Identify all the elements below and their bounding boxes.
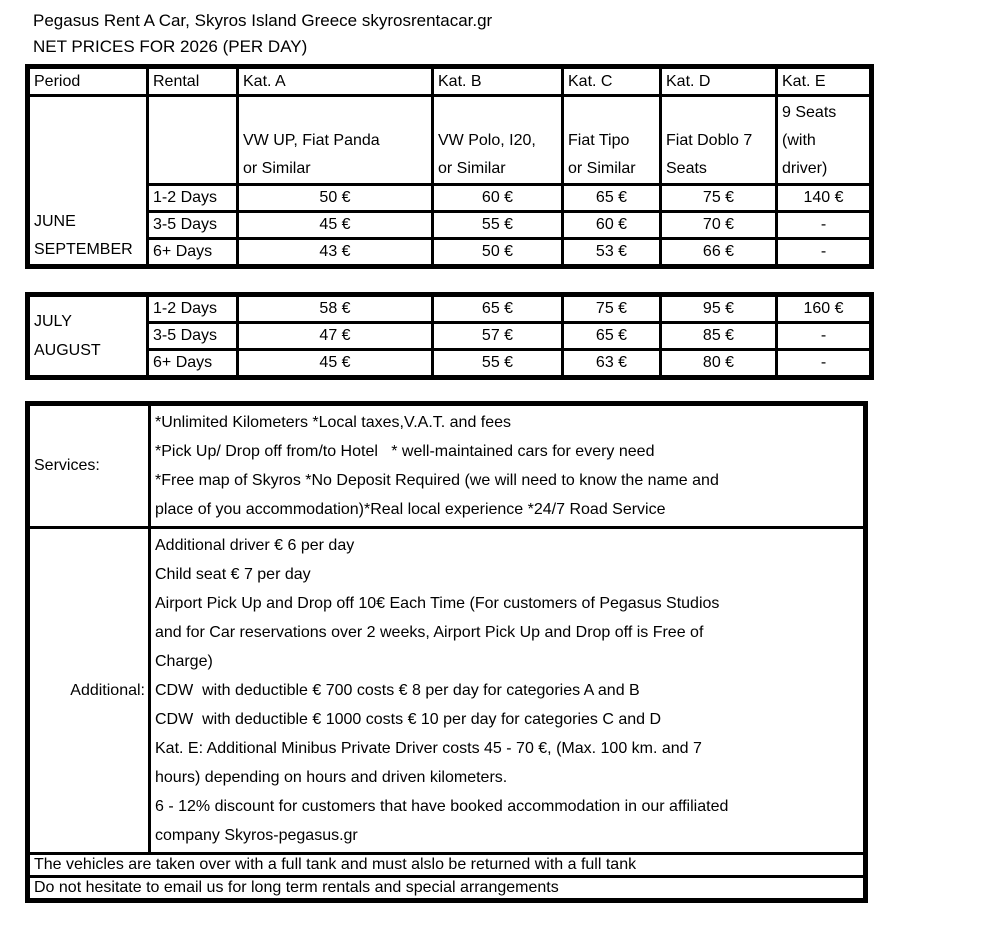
price-cell: - xyxy=(777,239,872,267)
season2-row-3-5-days xyxy=(28,323,872,350)
price-cell: 65 € xyxy=(433,295,563,323)
price-cell: 160 € xyxy=(777,295,872,323)
description-line: driver) xyxy=(782,160,828,177)
services-row xyxy=(28,404,866,528)
description-line: VW UP, Fiat Panda xyxy=(243,132,380,149)
kat-d-description xyxy=(661,96,777,185)
additional-label: Additional: xyxy=(28,528,150,854)
services-line: *Pick Up/ Drop off from/to Hotel * well-maintained cars for every need xyxy=(155,443,655,460)
rental-duration-cell: 6+ Days xyxy=(148,350,238,378)
description-line: VW Polo, I20, xyxy=(438,132,536,149)
season1-row-1-2-days xyxy=(28,185,872,212)
price-cell: 60 € xyxy=(433,185,563,212)
price-cell: - xyxy=(777,323,872,350)
price-list-subtitle: NET PRICES FOR 2026 (PER DAY) xyxy=(33,37,308,56)
season1-row-3-5-days xyxy=(28,212,872,239)
price-cell: 43 € xyxy=(238,239,433,267)
price-cell: 65 € xyxy=(563,185,661,212)
price-cell: 50 € xyxy=(238,185,433,212)
description-line: Fiat Tipo xyxy=(568,132,630,149)
price-cell: 75 € xyxy=(661,185,777,212)
price-cell: 75 € xyxy=(563,295,661,323)
price-cell: 60 € xyxy=(563,212,661,239)
price-cell: 80 € xyxy=(661,350,777,378)
additional-line: CDW with deductible € 700 costs € 8 per day for categories A and B xyxy=(155,682,640,699)
rental-duration-cell: 1-2 Days xyxy=(148,295,238,323)
price-cell: - xyxy=(777,350,872,378)
description-line: or Similar xyxy=(438,160,506,177)
col-header-period: Period xyxy=(28,67,148,96)
season1-header-row xyxy=(28,67,872,96)
price-cell: 66 € xyxy=(661,239,777,267)
services-line: *Free map of Skyros *No Deposit Required (we will need to know the name and xyxy=(155,472,719,489)
long-term-rental-note: Do not hesitate to email us for long term rentals and special arrangements xyxy=(28,877,866,901)
price-cell: 47 € xyxy=(238,323,433,350)
description-line: 9 Seats xyxy=(782,104,837,121)
services-line: place of you accommodation)*Real local experience *24/7 Road Service xyxy=(155,501,666,518)
period-line: JULY xyxy=(34,313,72,330)
description-line: or Similar xyxy=(568,160,636,177)
additional-line: Kat. E: Additional Minibus Private Driver costs 45 - 70 €, (Max. 100 km. and 7 xyxy=(155,740,702,757)
period-cell-july-august xyxy=(28,295,148,378)
description-line: or Similar xyxy=(243,160,311,177)
price-cell: 45 € xyxy=(238,212,433,239)
price-cell: 55 € xyxy=(433,212,563,239)
price-cell: 55 € xyxy=(433,350,563,378)
price-cell: 63 € xyxy=(563,350,661,378)
price-cell: 65 € xyxy=(563,323,661,350)
kat-c-description xyxy=(563,96,661,185)
season2-row-1-2-days xyxy=(28,295,872,323)
season1-description-row xyxy=(28,96,872,185)
col-header-kat-d: Kat. D xyxy=(661,67,777,96)
additional-row xyxy=(28,528,866,854)
col-header-kat-b: Kat. B xyxy=(433,67,563,96)
additional-line: Child seat € 7 per day xyxy=(155,566,311,583)
rental-duration-cell: 3-5 Days xyxy=(148,323,238,350)
price-cell: 85 € xyxy=(661,323,777,350)
services-text xyxy=(150,404,866,528)
price-cell: 140 € xyxy=(777,185,872,212)
season1-row-6plus-days xyxy=(28,239,872,267)
contact-note-row xyxy=(28,877,866,901)
col-header-kat-a: Kat. A xyxy=(238,67,433,96)
rental-duration-cell: 1-2 Days xyxy=(148,185,238,212)
services-line: *Unlimited Kilometers *Local taxes,V.A.T. and fees xyxy=(155,414,512,431)
season2-price-table xyxy=(25,292,874,380)
services-label: Services: xyxy=(28,404,150,528)
kat-a-description xyxy=(238,96,433,185)
fuel-policy-note: The vehicles are taken over with a full tank and must alslo be returned with a full tank xyxy=(28,854,866,877)
price-cell: - xyxy=(777,212,872,239)
additional-line: 6 - 12% discount for customers that have booked accommodation in our affiliated xyxy=(155,798,729,815)
col-header-rental: Rental xyxy=(148,67,238,96)
price-cell: 57 € xyxy=(433,323,563,350)
period-line: JUNE xyxy=(34,213,76,230)
price-cell: 70 € xyxy=(661,212,777,239)
price-cell: 95 € xyxy=(661,295,777,323)
price-cell: 53 € xyxy=(563,239,661,267)
description-line: (with xyxy=(782,132,816,149)
price-cell: 45 € xyxy=(238,350,433,378)
price-cell: 50 € xyxy=(433,239,563,267)
col-header-kat-e: Kat. E xyxy=(777,67,872,96)
price-cell: 58 € xyxy=(238,295,433,323)
additional-line: and for Car reservations over 2 weeks, Airport Pick Up and Drop off is Free of xyxy=(155,624,704,641)
additional-line: CDW with deductible € 1000 costs € 10 per day for categories C and D xyxy=(155,711,662,728)
company-title: Pegasus Rent A Car, Skyros Island Greece skyrosrentacar.gr xyxy=(33,11,493,30)
period-line: SEPTEMBER xyxy=(34,241,133,258)
additional-line: company Skyros-pegasus.gr xyxy=(155,827,358,844)
kat-b-description xyxy=(433,96,563,185)
additional-line: Airport Pick Up and Drop off 10€ Each Time (For customers of Pegasus Studios xyxy=(155,595,720,612)
fuel-policy-row xyxy=(28,854,866,877)
rental-duration-cell: 3-5 Days xyxy=(148,212,238,239)
col-header-kat-c: Kat. C xyxy=(563,67,661,96)
period-line: AUGUST xyxy=(34,342,101,359)
season1-price-table xyxy=(25,64,874,269)
rental-empty-cell xyxy=(148,96,238,185)
additional-line: Additional driver € 6 per day xyxy=(155,537,355,554)
description-line: Fiat Doblo 7 xyxy=(666,132,753,149)
additional-line: hours) depending on hours and driven kilometers. xyxy=(155,769,508,786)
additional-text xyxy=(150,528,866,854)
services-info-table xyxy=(25,401,868,903)
description-line: Seats xyxy=(666,160,707,177)
rental-duration-cell: 6+ Days xyxy=(148,239,238,267)
additional-line: Charge) xyxy=(155,653,213,670)
season2-row-6plus-days xyxy=(28,350,872,378)
kat-e-description xyxy=(777,96,872,185)
period-cell-june-september xyxy=(28,96,148,267)
